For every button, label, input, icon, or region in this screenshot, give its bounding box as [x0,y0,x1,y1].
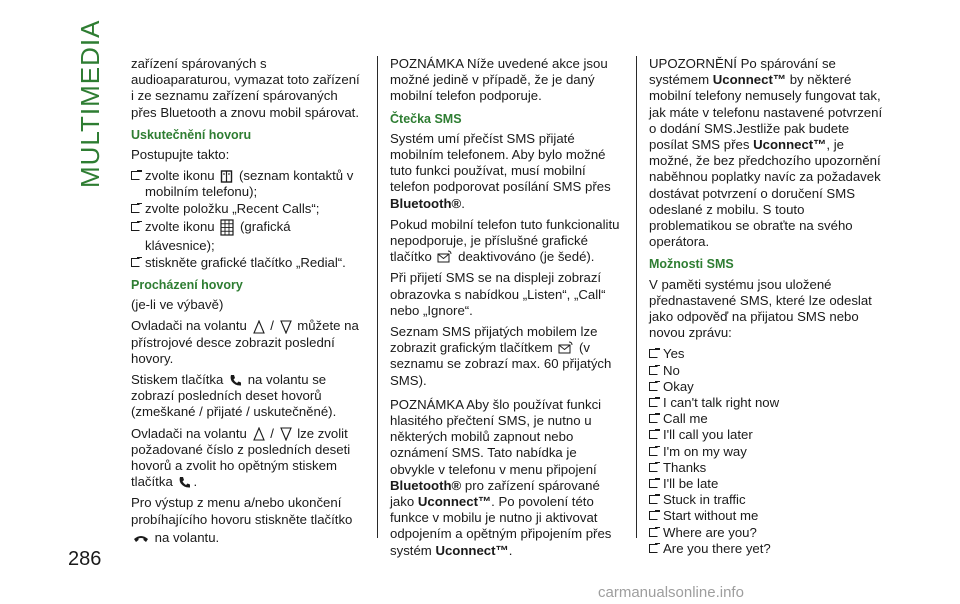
list-item [649,346,889,362]
bullet-icon [649,430,658,439]
bullet-icon [131,204,140,213]
heading-sms-reader: Čtečka SMS [390,111,462,126]
bullet-icon [131,171,140,180]
paragraph-exit: Pro výstup z menu a/nebo ukončení probíhajícího hovoru stiskněte tlačítko [131,495,353,527]
bullet-icon [649,398,658,407]
list-item [131,217,363,255]
list-item [649,411,889,427]
list-item-text: zvolte ikonu [145,168,215,184]
list-item [649,525,889,541]
list-item-text: (seznam kontaktů v mobilním telefonu); [145,168,354,200]
bullet-icon [649,447,658,456]
list-item [649,460,889,476]
arrow-down-triangle-icon [280,320,292,334]
arrow-up-triangle-icon [253,320,265,334]
list-item-text: zvolte ikonu [145,218,215,234]
list-item [649,492,889,508]
paragraph-sms-list: Seznam SMS přijatých mobilem lze zobrazit grafickým tlačítkem (v seznamu se zobrazí max. 60 přijatých SMS). [390,324,612,388]
list-item-text: Okay [663,378,694,394]
sms-message-icon [558,341,573,356]
paragraph-exit-end: na volantu. [131,530,363,546]
paragraph-sms-presets: V paměti systému jsou uložené přednastavené SMS, které lze odeslat jako odpověď na přijatou SMS nebo novou zprávu: [649,276,872,341]
heading-sms-options: Možnosti SMS [649,257,734,272]
list-item [649,427,889,443]
bullet-icon [649,544,658,553]
note-paragraph-notifications: POZNÁMKA Aby šlo používat funkci hlasitého přečtení SMS, je nutno u některých mobilů zapnout nebo oznámení SMS. Tato nabídka je obvykle v telefonu v menu připojení Bluetooth® pro zařízení spárované jako Uconnect™. Po povolení této funkce v mobilu je nutno ji aktivovat odpojením a opětným připojením přes systém Uconnect™. [390,396,612,558]
list-item-text: (grafická klávesnice); [145,218,291,253]
list-item-text: I'm on my way [663,443,747,459]
list-item-text: Stuck in traffic [663,492,746,508]
list-item-text: Thanks [663,459,707,475]
sms-options-list [649,346,889,557]
column-right [649,56,889,557]
list-item [131,201,363,217]
bullet-icon [131,258,140,267]
list-item [649,363,889,379]
list-item-text: I'll call you later [663,427,753,443]
list-item-text: I can't talk right now [663,395,780,411]
bullet-icon [649,495,658,504]
list-item [131,255,363,271]
bullet-icon [649,349,658,358]
list-item-text: stiskněte grafické tlačítko „Redial“. [145,254,346,270]
availability-note: (je-li ve výbavě) [131,297,224,313]
paragraph-sms-received: Při přijetí SMS se na displeji zobrazí obrazovka s nabídkou „Listen“, „Call“ nebo „Ignore“. [390,270,606,318]
phone-handset-icon [178,476,191,489]
heading-browse-calls: Procházení hovory [131,278,243,293]
bullet-icon [649,382,658,391]
list-item-text: Yes [663,346,685,362]
list-item-text: I'll be late [663,476,719,492]
list-item-text: zvolte položku „Recent Calls“; [145,200,320,216]
bullet-icon [649,414,658,423]
column-middle [390,56,625,564]
column-divider [636,56,637,538]
intro-paragraph: zařízení spárovaných s audioaparaturou, vymazat toto zařízení i ze seznamu zařízení spárovaných přes Bluetooth a znovu mobil spárovat. [131,56,360,120]
list-item-text: Call me [663,411,708,427]
arrow-up-triangle-icon [253,427,265,441]
bullet-icon [649,463,658,472]
list-item-text: Are you there yet? [663,540,771,556]
phone-handset-icon [229,374,242,387]
paragraph-steering-controls: Ovladači na volantu / můžete na přístrojové desce zobrazit poslední hovory. [131,318,359,366]
steps-intro: Postupujte takto: [131,147,230,163]
keypad-grid-icon [220,219,234,236]
contacts-book-icon [220,170,233,183]
list-item [649,444,889,460]
list-item-text: No [663,362,680,378]
list-item-text: Where are you? [663,524,757,540]
section-title: MULTIMEDIA [75,19,105,188]
list-item [649,476,889,492]
list-item [649,379,889,395]
list-item [131,168,363,200]
paragraph-call-button: Stiskem tlačítka na volantu se zobrazí posledních deset hovorů (zmeškané / přijaté / uskutečněné). [131,372,337,420]
list-item [649,541,889,557]
bullet-icon [649,511,658,520]
bullet-icon [649,479,658,488]
column-left [131,56,363,551]
sms-message-icon [437,250,452,265]
arrow-down-triangle-icon [280,427,292,441]
hang-up-icon [133,534,149,543]
paragraph-select-number: Ovladači na volantu / lze zvolit požadované číslo z posledních deseti hovorů a zvolit ho opětným stiskem tlačítka . [131,425,351,490]
watermark: carmanualsonline.info [598,584,744,601]
list-item-text: Start without me [663,508,759,524]
page-number: 286 [68,548,102,570]
bullet-icon [131,222,140,231]
list-item [649,395,889,411]
heading-make-call: Uskutečnění hovoru [131,127,252,142]
warning-paragraph: UPOZORNĚNÍ Po spárování se systémem Uconnect™ by některé mobilní telefony nemusely fungovat tak, jak máte v telefonu nastavené potvrzení o dodání SMS.Jestliže pak budete posílat SMS přes Uconnect™, je možné, že bez předchozího upozornění naběhnou poplatky navíc za požadavek dostávat potvrzení o doručení SMS odeslané z mobilu. S touto problematikou se obraťte na svého operátora. [649,56,883,250]
column-divider [377,56,378,538]
bullet-icon [649,366,658,375]
note-paragraph: POZNÁMKA Níže uvedené akce jsou možné jedině v případě, že je daný mobilní telefon podporuje. [390,56,608,104]
list-item [649,508,889,524]
paragraph-sms-intro: Systém umí přečíst SMS přijaté mobilním telefonem. Aby bylo možné tuto funkci používat, musí mobilní telefon podporovat posílání SMS přes Bluetooth®. [390,130,611,211]
paragraph-sms-unsupported: Pokud mobilní telefon tuto funkcionalitu nepodporuje, je příslušné grafické tlačítko deaktivováno (je šedé). [390,216,620,265]
bullet-icon [649,528,658,537]
